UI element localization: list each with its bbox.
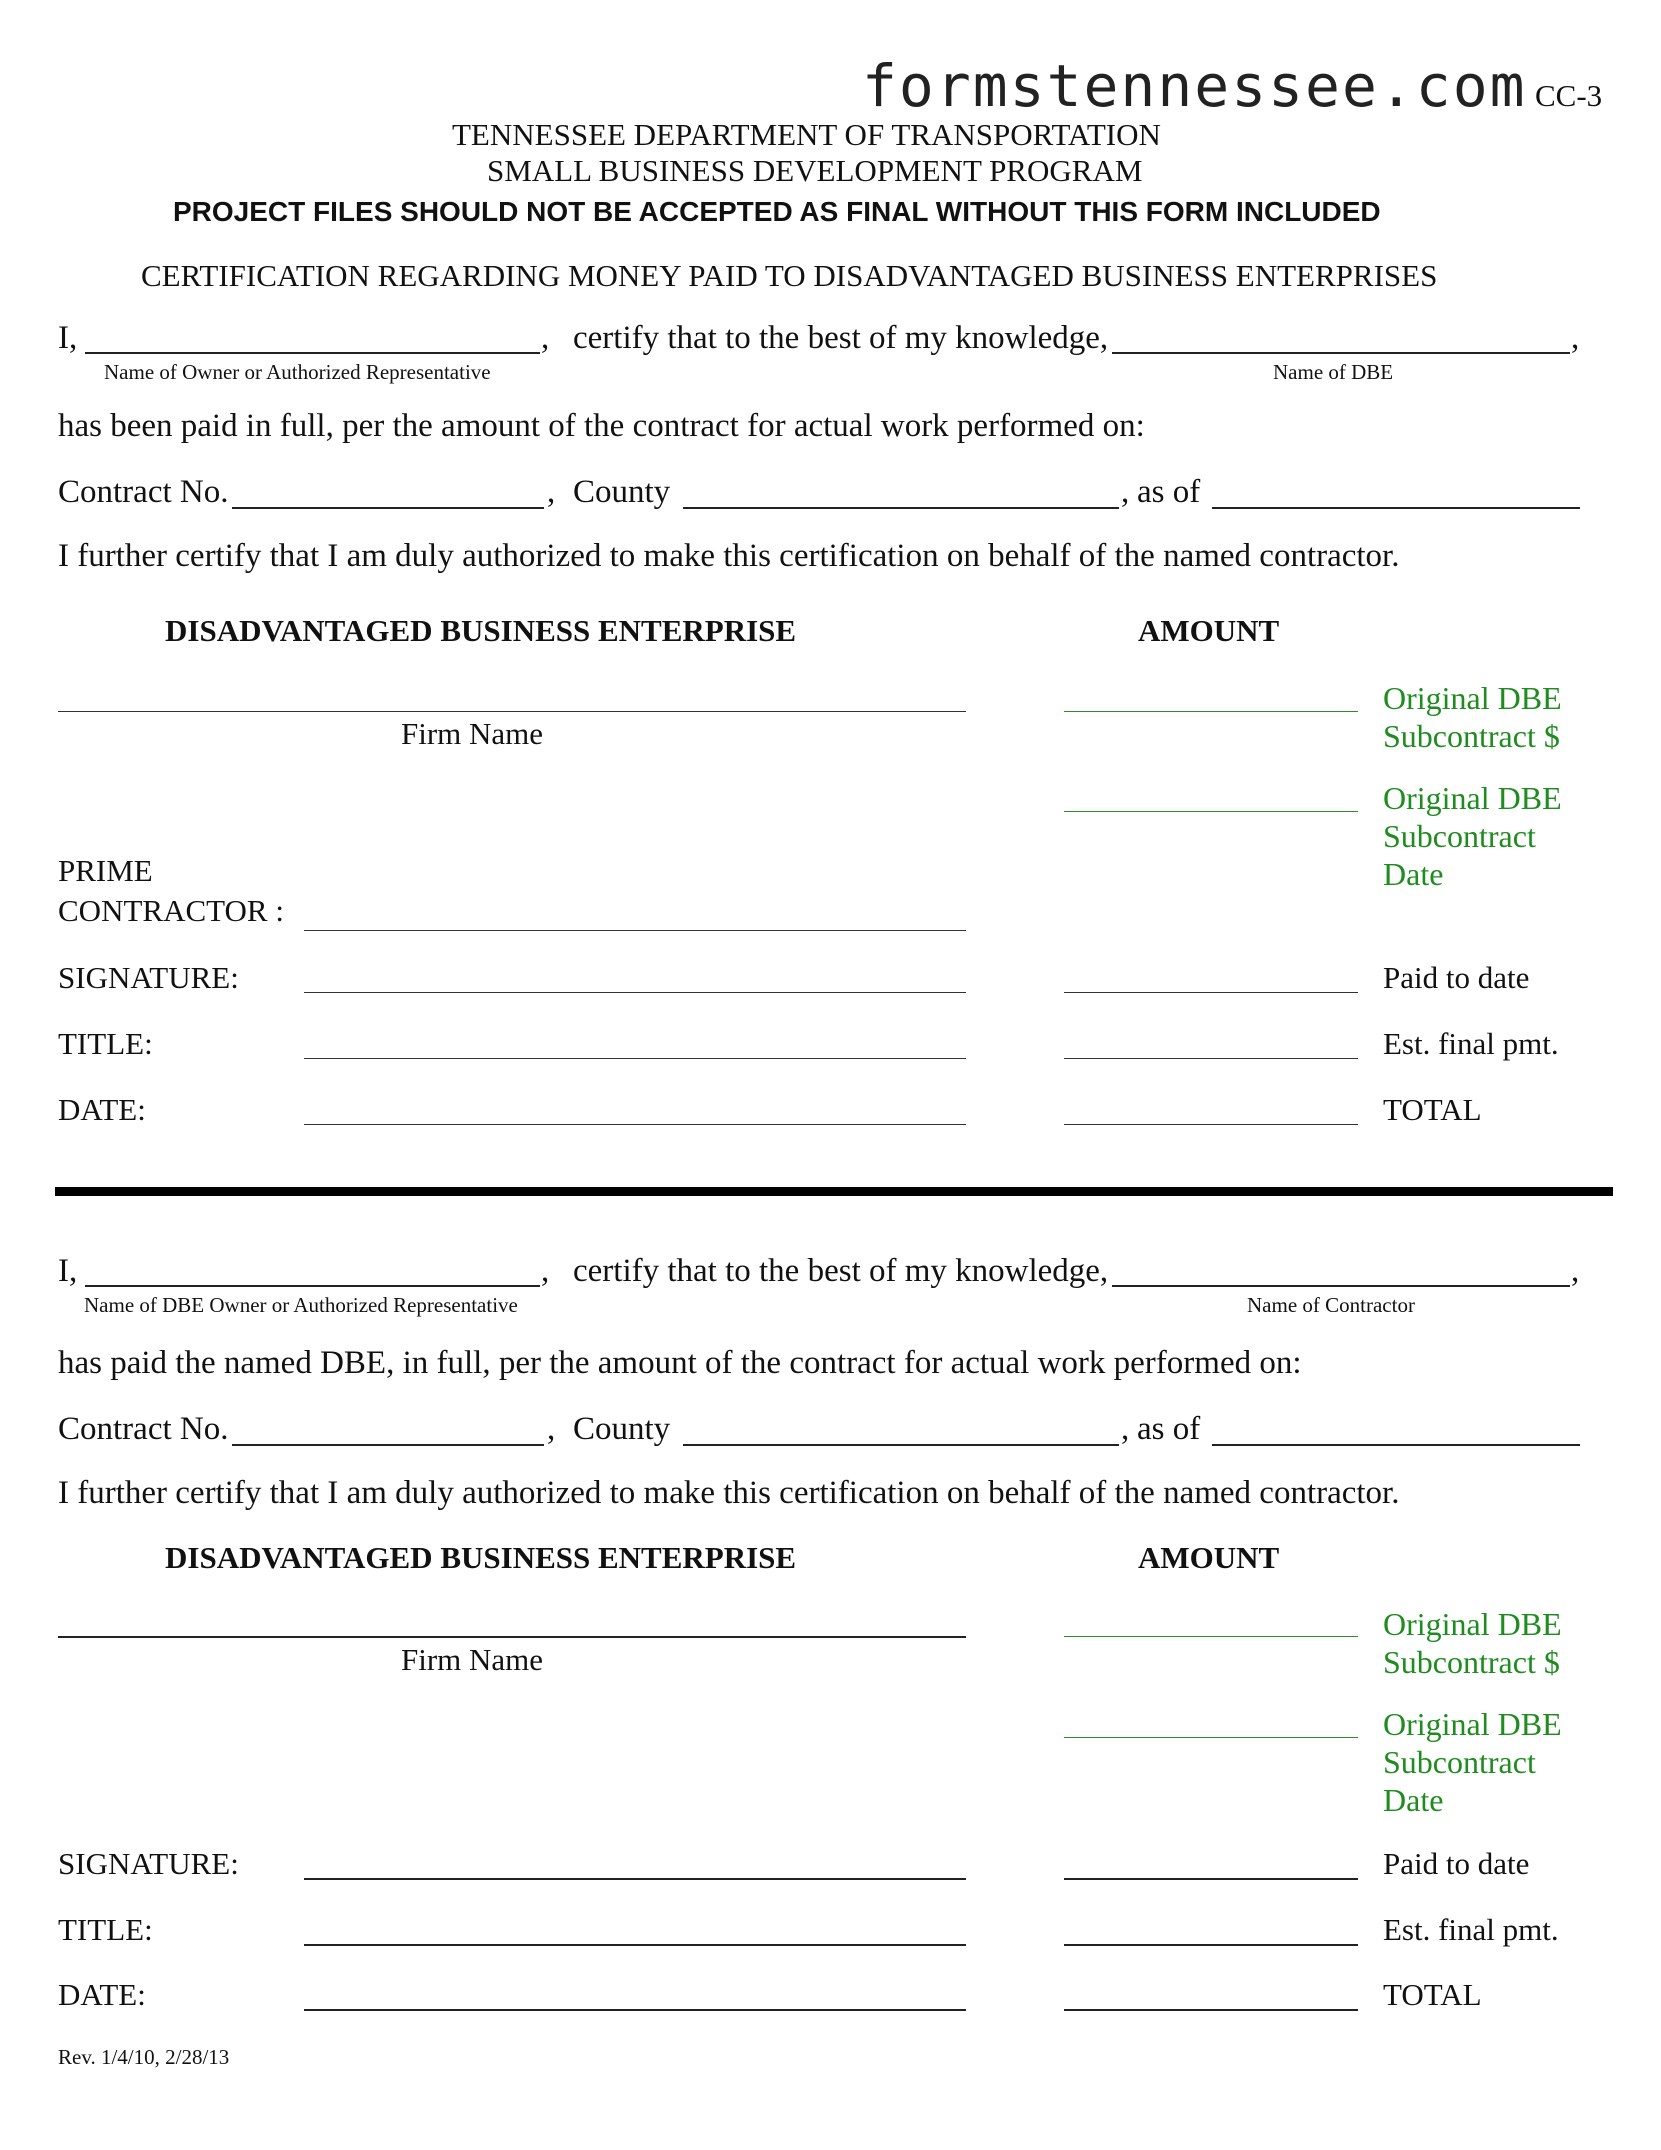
- total-label: TOTAL: [1383, 1977, 1482, 2012]
- orig-subcontract-date-label: Original DBE Subcontract Date: [1383, 1706, 1562, 1818]
- orig-subcontract-date-field[interactable]: [1064, 1737, 1358, 1738]
- contract-no-field[interactable]: [232, 507, 544, 509]
- signature-field[interactable]: [304, 992, 966, 993]
- paid-to-date-field[interactable]: [1064, 1878, 1358, 1880]
- orig-subcontract-date-field[interactable]: [1064, 811, 1358, 812]
- certify-text: certify that to the best of my knowledge,: [573, 1253, 1109, 1289]
- revision-note: Rev. 1/4/10, 2/28/13: [58, 2045, 230, 2069]
- contract-label: Contract No.: [58, 474, 229, 510]
- department-title: TENNESSEE DEPARTMENT OF TRANSPORTATION: [452, 117, 1161, 152]
- est-final-label: Est. final pmt.: [1383, 1026, 1559, 1061]
- total-field[interactable]: [1064, 2009, 1358, 2011]
- dbe-heading: DISADVANTAGED BUSINESS ENTERPRISE: [165, 613, 797, 648]
- firm-name-caption: Firm Name: [401, 1642, 544, 1677]
- contractor-name-caption: Name of Contractor: [1247, 1293, 1415, 1317]
- contractor-name-field[interactable]: [1112, 1285, 1570, 1287]
- dbe-owner-caption: Name of DBE Owner or Authorized Representative: [84, 1293, 518, 1317]
- paid-to-date-label: Paid to date: [1383, 960, 1530, 995]
- total-label: TOTAL: [1383, 1092, 1482, 1127]
- contract-no-field[interactable]: [232, 1444, 544, 1446]
- paid-to-date-field[interactable]: [1064, 992, 1358, 993]
- prime-contractor-field[interactable]: [304, 930, 966, 931]
- form-title: CERTIFICATION REGARDING MONEY PAID TO DISADVANTAGED BUSINESS ENTERPRISES: [141, 258, 1438, 293]
- further-text: I further certify that I am duly authorized to make this certification on behalf of the named contractor.: [58, 1475, 1400, 1511]
- orig-subcontract-amount-field[interactable]: [1064, 1636, 1358, 1637]
- title-label: TITLE:: [58, 1912, 153, 1947]
- est-final-label: Est. final pmt.: [1383, 1912, 1559, 1947]
- comma: ,: [1121, 474, 1130, 510]
- amount-heading: AMOUNT: [1138, 613, 1280, 648]
- title-field[interactable]: [304, 1058, 966, 1059]
- county-label: County: [573, 1411, 671, 1447]
- dbe-name-field[interactable]: [1112, 352, 1570, 354]
- dbe-owner-name-field[interactable]: [85, 1285, 540, 1287]
- firm-name-field[interactable]: [58, 1636, 966, 1638]
- comma: ,: [547, 1411, 556, 1447]
- comma: ,: [541, 320, 550, 356]
- county-label: County: [573, 474, 671, 510]
- watermark: formstennessee.com: [862, 52, 1527, 120]
- date-label: DATE:: [58, 1977, 146, 2012]
- contractor-label: CONTRACTOR :: [58, 893, 284, 928]
- county-field[interactable]: [683, 1444, 1119, 1446]
- comma: ,: [1121, 1411, 1130, 1447]
- total-field[interactable]: [1064, 1124, 1358, 1125]
- paid-to-date-label: Paid to date: [1383, 1846, 1530, 1881]
- est-final-field[interactable]: [1064, 1058, 1358, 1059]
- asof-date-field[interactable]: [1212, 1444, 1580, 1446]
- paid-text: has been paid in full, per the amount of the contract for actual work performed on:: [58, 408, 1145, 444]
- comma: ,: [1571, 320, 1580, 356]
- amount-heading: AMOUNT: [1138, 1540, 1280, 1575]
- form-code: CC-3: [1535, 78, 1603, 113]
- owner-name-field[interactable]: [85, 352, 540, 354]
- comma: ,: [541, 1253, 550, 1289]
- orig-subcontract-amount-label: Original DBE Subcontract $: [1383, 1606, 1562, 1680]
- owner-caption: Name of Owner or Authorized Representative: [104, 360, 491, 384]
- comma: ,: [1571, 1253, 1580, 1289]
- asof-date-field[interactable]: [1212, 507, 1580, 509]
- i-label: I,: [58, 320, 78, 356]
- notice-banner: PROJECT FILES SHOULD NOT BE ACCEPTED AS FINAL WITHOUT THIS FORM INCLUDED: [173, 196, 1381, 227]
- certify-text: certify that to the best of my knowledge,: [573, 320, 1109, 356]
- date-field[interactable]: [304, 2009, 966, 2011]
- est-final-field[interactable]: [1064, 1944, 1358, 1946]
- asof-label: as of: [1137, 1411, 1201, 1447]
- title-label: TITLE:: [58, 1026, 153, 1061]
- county-field[interactable]: [683, 507, 1119, 509]
- section-divider: [55, 1187, 1613, 1196]
- orig-subcontract-date-label: Original DBE Subcontract Date: [1383, 780, 1562, 892]
- signature-label: SIGNATURE:: [58, 960, 239, 995]
- comma: ,: [547, 474, 556, 510]
- date-field[interactable]: [304, 1124, 966, 1125]
- signature-label: SIGNATURE:: [58, 1846, 239, 1881]
- program-title: SMALL BUSINESS DEVELOPMENT PROGRAM: [487, 153, 1143, 188]
- date-label: DATE:: [58, 1092, 146, 1127]
- asof-label: as of: [1137, 474, 1201, 510]
- signature-field[interactable]: [304, 1878, 966, 1880]
- firm-name-field[interactable]: [58, 711, 966, 712]
- dbe-name-caption: Name of DBE: [1273, 360, 1394, 384]
- title-field[interactable]: [304, 1944, 966, 1946]
- contract-label: Contract No.: [58, 1411, 229, 1447]
- orig-subcontract-amount-field[interactable]: [1064, 711, 1358, 712]
- further-text: I further certify that I am duly authorized to make this certification on behalf of the named contractor.: [58, 538, 1400, 574]
- i-label: I,: [58, 1253, 78, 1289]
- prime-label: PRIME: [58, 853, 153, 888]
- orig-subcontract-amount-label: Original DBE Subcontract $: [1383, 680, 1562, 754]
- firm-name-caption: Firm Name: [401, 716, 544, 751]
- dbe-heading: DISADVANTAGED BUSINESS ENTERPRISE: [165, 1540, 797, 1575]
- paid-text: has paid the named DBE, in full, per the amount of the contract for actual work performed on:: [58, 1345, 1302, 1381]
